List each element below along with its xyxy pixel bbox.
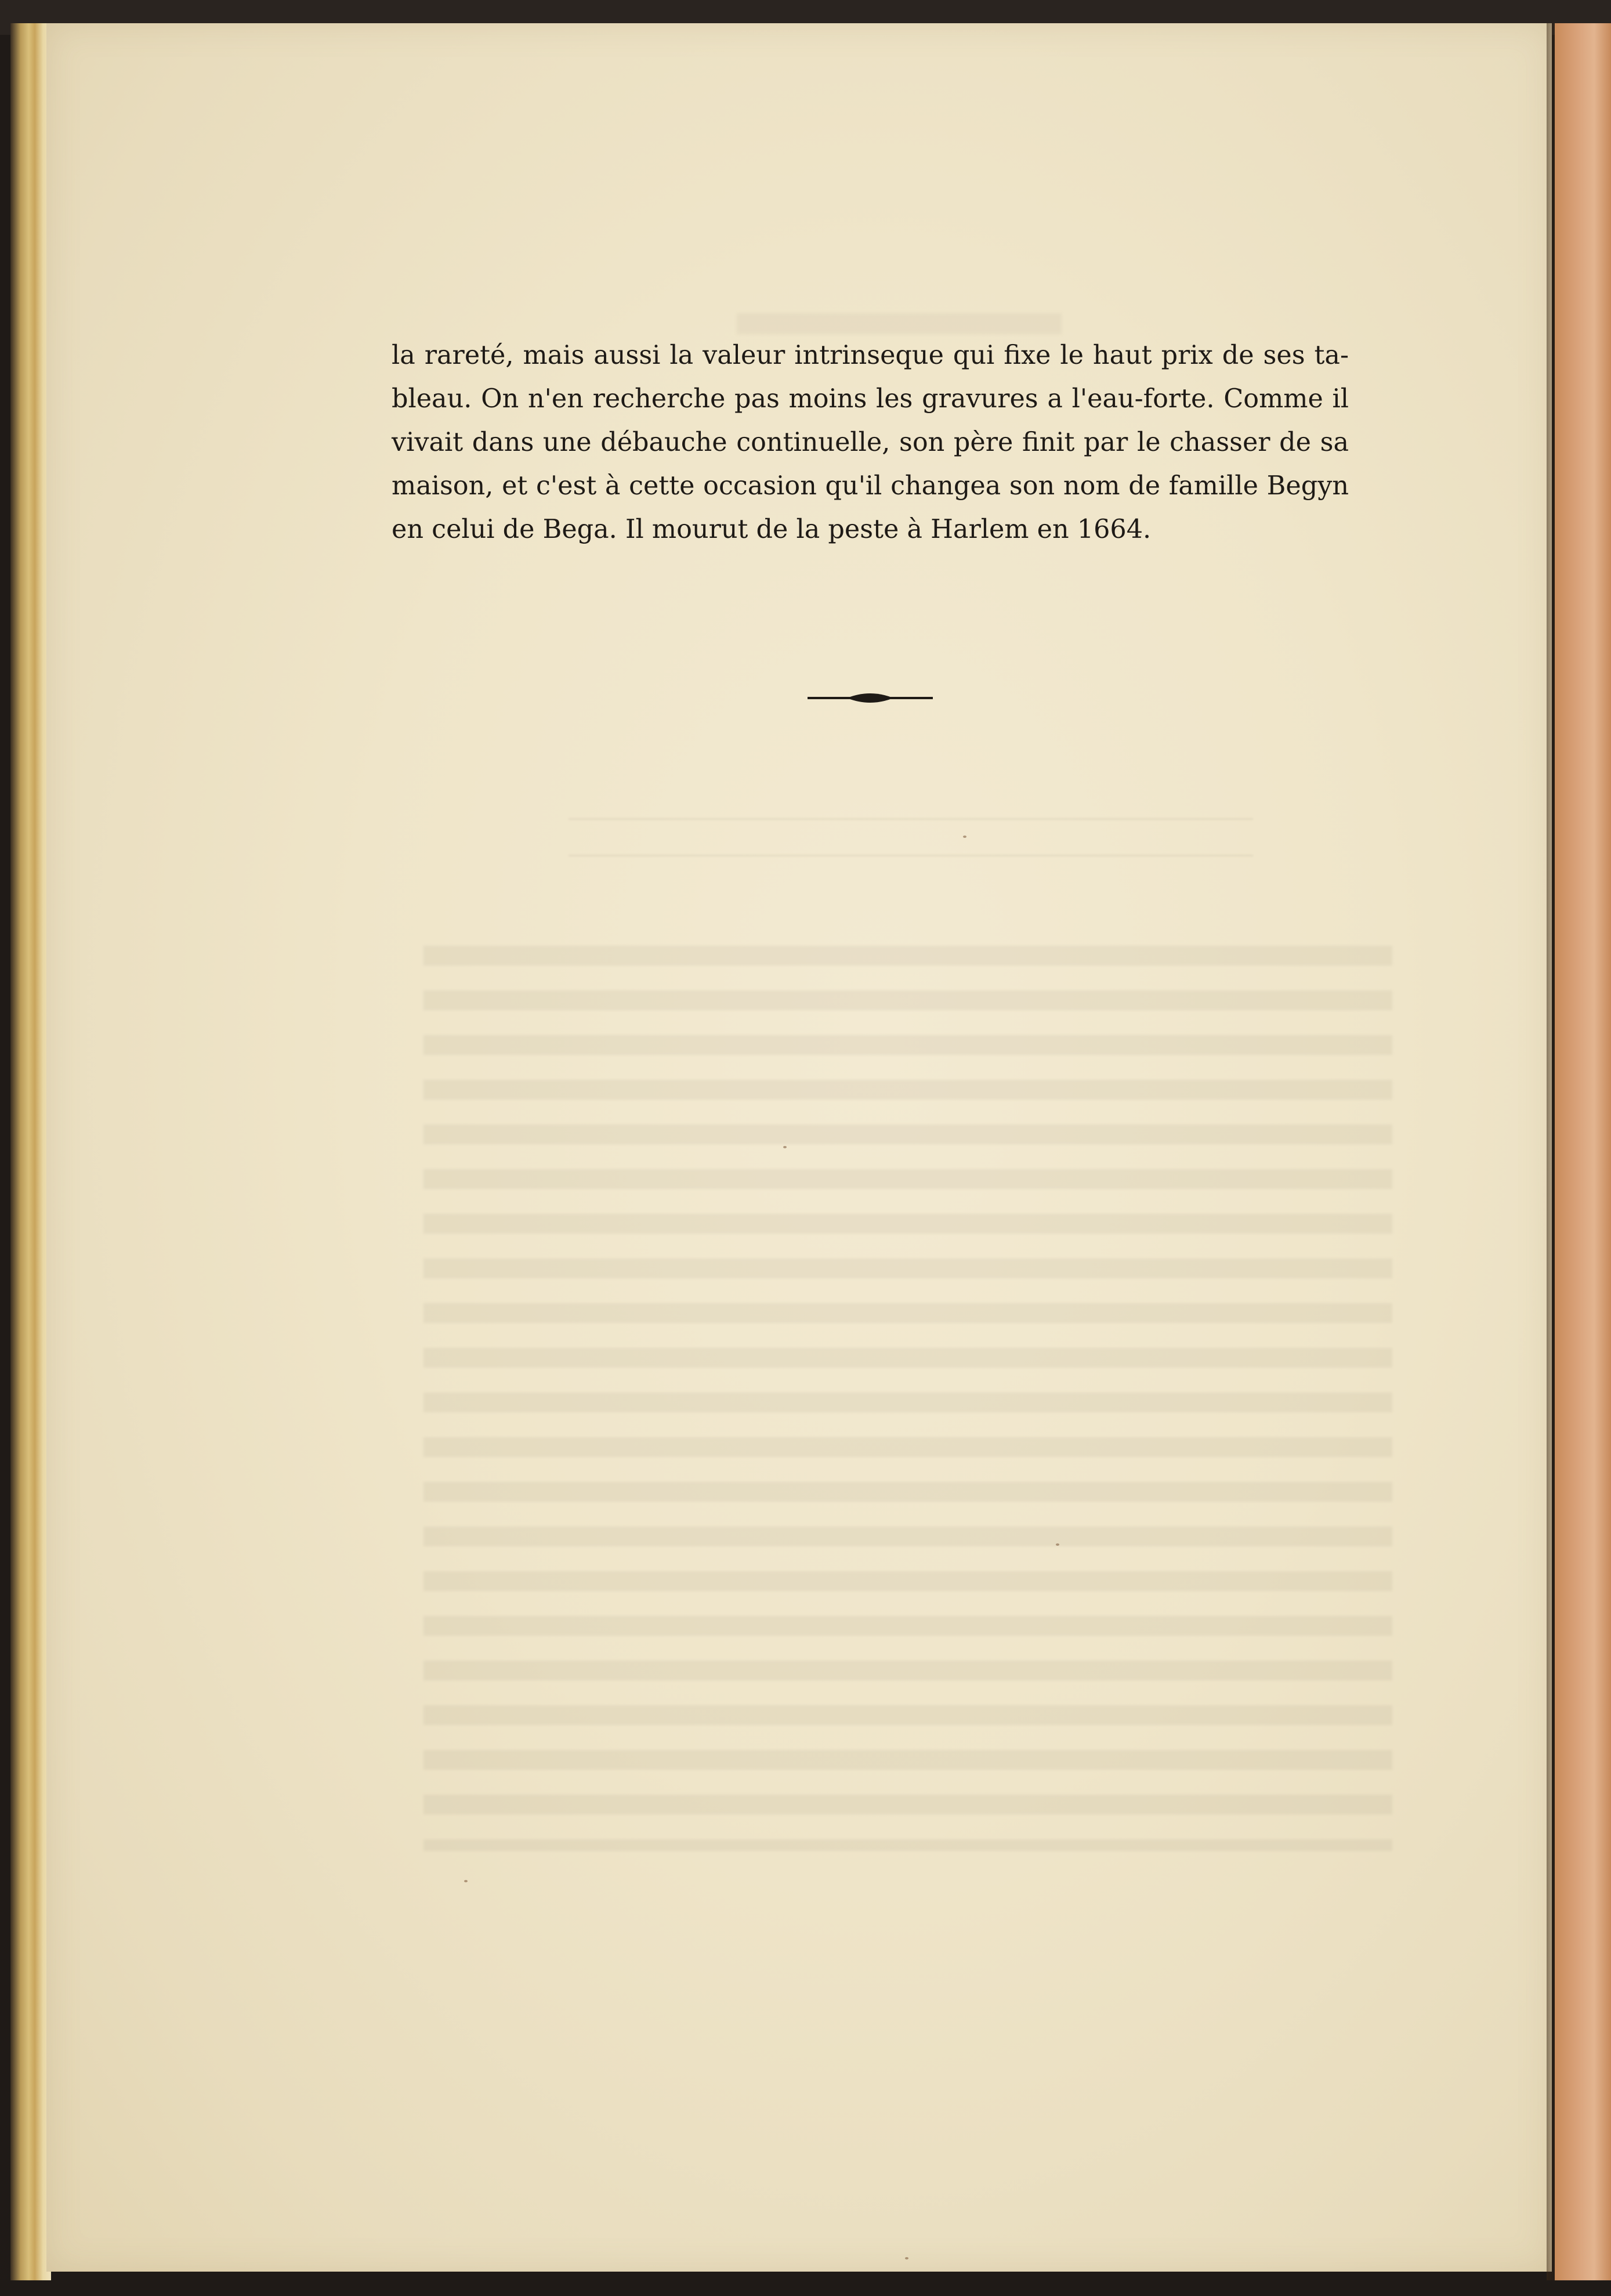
bleed-through-header	[737, 313, 1062, 334]
body-text	[392, 334, 1349, 551]
text-line-3: vivait dans une débauche continuelle, son père finit par le chasser de sa	[392, 428, 1349, 457]
paper-speck	[464, 1880, 468, 1882]
ornamental-rule-icon	[806, 686, 934, 710]
text-line-5: en celui de Bega. Il mourut de la peste à Harlem en 1664.	[392, 515, 1152, 544]
text-line-4: maison, et c'est à cette occasion qu'il changea son nom de famille Begyn	[392, 471, 1349, 501]
bleed-through-caption	[569, 818, 1253, 856]
paper-speck	[963, 836, 966, 838]
paper-speck	[783, 1146, 787, 1148]
bleed-through-text	[423, 946, 1392, 1851]
adjacent-page-edge	[1555, 23, 1611, 2280]
paper-speck	[905, 2257, 908, 2259]
text-line-2: bleau. On n'en recherche pas moins les gravures a l'eau-forte. Comme il	[392, 384, 1349, 414]
text-line-1: la rareté, mais aussi la valeur intrinseque qui fixe le haut prix de ses ta-	[392, 341, 1349, 370]
book-spine-edge	[10, 23, 51, 2280]
paper-speck	[1056, 1543, 1059, 1546]
